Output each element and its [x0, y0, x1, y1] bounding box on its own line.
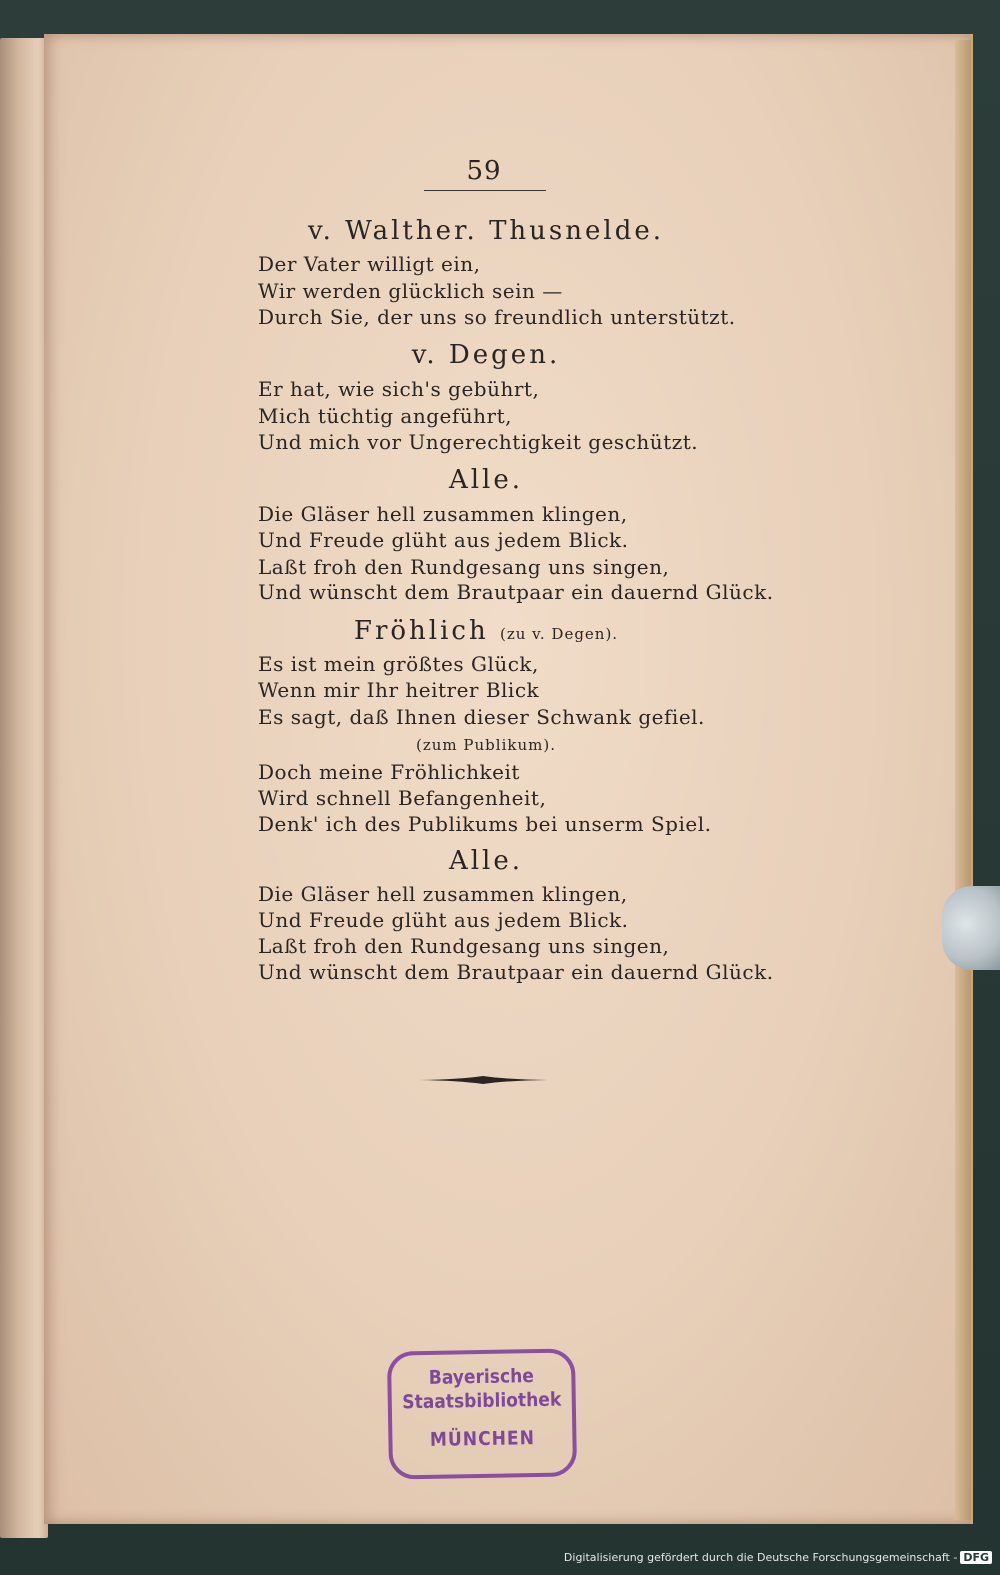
verse-line: Und Freude glüht aus jedem Blick.	[258, 908, 629, 932]
credit-text: Digitalisierung gefördert durch die Deutsche Forschungsgemeinschaft -	[563, 1551, 958, 1564]
page-number: 59	[466, 156, 502, 186]
verse-line: Laßt froh den Rundgesang uns singen,	[258, 555, 670, 579]
verse-line: Es ist mein größtes Glück,	[258, 652, 539, 676]
verse-line: Und mich vor Ungerechtigkeit geschützt.	[258, 430, 699, 454]
verse-line: Doch meine Fröhlichkeit	[258, 760, 520, 784]
verse-line: Und wünscht dem Brautpaar ein dauernd Glück.	[258, 580, 774, 604]
verse-line: Durch Sie, der uns so freundlich unterstützt.	[258, 305, 736, 329]
library-stamp	[387, 1348, 577, 1479]
stamp-line: MÜNCHEN	[429, 1427, 536, 1451]
stamp-line: Bayerische	[428, 1365, 535, 1389]
speaker-heading	[258, 616, 714, 646]
verse-line: Wenn mir Ihr heitrer Blick	[258, 678, 540, 702]
verse-line: Mich tüchtig angeführt,	[258, 404, 512, 428]
speaker-heading: v. Degen.	[411, 340, 561, 370]
verse-line: Und Freude glüht aus jedem Blick.	[258, 528, 629, 552]
verse-line: Der Vater willigt ein,	[258, 252, 481, 276]
verse-line: Laßt froh den Rundgesang uns singen,	[258, 934, 670, 958]
verse-line: Denk' ich des Publikums bei unserm Spiel.	[258, 812, 712, 836]
dfg-logo: DFG	[960, 1551, 992, 1564]
stage-note: (zu v. Degen).	[500, 625, 619, 643]
header-rule	[424, 190, 546, 191]
speaker-heading: Alle.	[448, 846, 524, 876]
verse-line: Und wünscht dem Brautpaar ein dauernd Glück.	[258, 960, 774, 984]
verse-line: Es sagt, daß Ihnen dieser Schwank gefiel.	[258, 705, 705, 729]
stamp-line: Staatsbibliothek	[402, 1388, 562, 1414]
speaker-name: Fröhlich	[353, 616, 489, 646]
verse-line: Er hat, wie sich's gebührt,	[258, 377, 540, 401]
verse-line: Die Gläser hell zusammen klingen,	[258, 882, 628, 906]
verse-line: Wir werden glücklich sein —	[258, 279, 563, 303]
verse-line: Wird schnell Befangenheit,	[258, 786, 547, 810]
end-ornament	[418, 1072, 548, 1088]
stage-direction: (zum Publikum).	[416, 736, 556, 754]
speaker-heading: Alle.	[448, 465, 524, 495]
digitization-credit	[564, 1551, 992, 1564]
speaker-heading: v. Walther. Thusnelde.	[307, 216, 664, 246]
verse-line: Die Gläser hell zusammen klingen,	[258, 502, 628, 526]
